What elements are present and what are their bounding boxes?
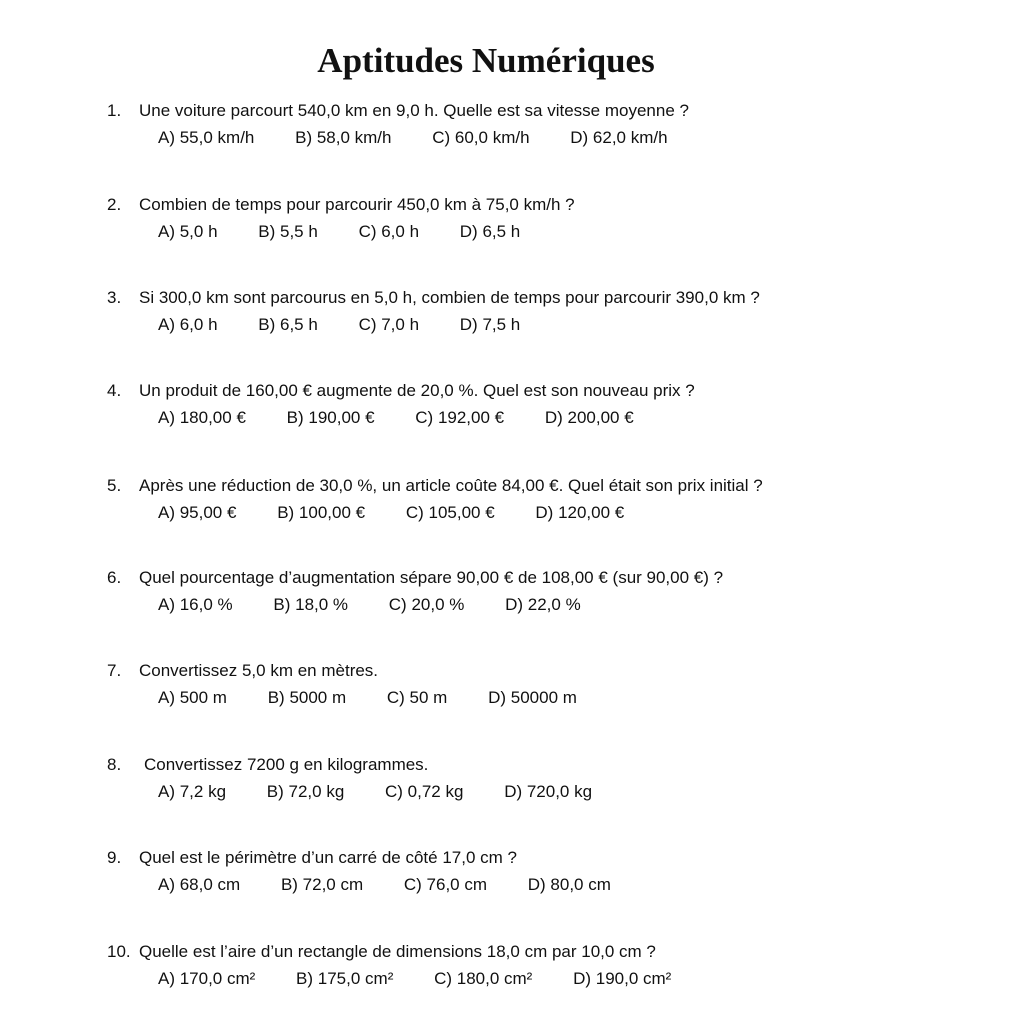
- answer-options: [158, 405, 1000, 431]
- option-a: A) 55,0 km/h: [158, 128, 255, 147]
- question-number: 10.: [107, 942, 131, 961]
- option-d: D) 80,0 cm: [527, 875, 611, 894]
- option-c: C) 76,0 cm: [403, 875, 488, 894]
- question-number: 1.: [107, 101, 122, 120]
- question-number: 3.: [107, 288, 122, 307]
- option-d: D) 190,0 cm²: [573, 969, 672, 988]
- option-c: C) 60,0 km/h: [432, 128, 530, 147]
- option-c: C) 0,72 kg: [385, 782, 464, 801]
- option-c: C) 6,0 h: [358, 222, 420, 241]
- option-c: C) 7,0 h: [358, 315, 420, 334]
- option-a: A) 7,2 kg: [158, 782, 227, 801]
- option-c: C) 20,0 %: [388, 595, 465, 614]
- question-text: Une voiture parcourt 540,0 km en 9,0 h. Quelle est sa vitesse moyenne ?: [139, 101, 689, 120]
- option-b: B) 6,5 h: [258, 315, 318, 334]
- question-4: [0, 377, 1000, 431]
- question-3: [0, 284, 1000, 338]
- answer-options: [158, 966, 1000, 992]
- option-a: A) 6,0 h: [158, 315, 218, 334]
- option-a: A) 5,0 h: [158, 222, 218, 241]
- question-7: [0, 657, 1000, 711]
- question-number: 6.: [107, 568, 122, 587]
- answer-options: [158, 125, 1000, 151]
- option-c: C) 50 m: [386, 688, 448, 707]
- option-b: B) 58,0 km/h: [295, 128, 392, 147]
- option-c: C) 180,0 cm²: [434, 969, 533, 988]
- question-text: Quelle est l’aire d’un rectangle de dimensions 18,0 cm par 10,0 cm ?: [139, 942, 656, 961]
- option-d: D) 7,5 h: [459, 315, 521, 334]
- option-b: B) 5,5 h: [258, 222, 318, 241]
- option-a: A) 95,00 €: [158, 503, 237, 522]
- question-number: 9.: [107, 848, 122, 867]
- option-b: B) 18,0 %: [273, 595, 349, 614]
- question-text: Combien de temps pour parcourir 450,0 km à 75,0 km/h ?: [139, 195, 575, 214]
- option-a: A) 170,0 cm²: [158, 969, 256, 988]
- option-c: C) 192,00 €: [415, 408, 505, 427]
- question-10: [0, 938, 1000, 992]
- question-text: Après une réduction de 30,0 %, un article coûte 84,00 €. Quel était son prix initial ?: [139, 476, 763, 495]
- page-title: Aptitudes Numériques: [317, 41, 655, 80]
- question-2: [0, 191, 1000, 245]
- option-d: D) 50000 m: [488, 688, 577, 707]
- question-text: Convertissez 5,0 km en mètres.: [139, 661, 379, 680]
- option-b: B) 72,0 cm: [280, 875, 364, 894]
- option-b: B) 5000 m: [267, 688, 347, 707]
- option-d: D) 200,00 €: [544, 408, 634, 427]
- option-a: A) 68,0 cm: [158, 875, 241, 894]
- question-number: 4.: [107, 381, 122, 400]
- question-text: Quel pourcentage d’augmentation sépare 90,00 € de 108,00 € (sur 90,00 €) ?: [139, 568, 724, 587]
- option-d: D) 22,0 %: [505, 595, 581, 614]
- question-5: [0, 472, 1000, 526]
- option-c: C) 105,00 €: [405, 503, 495, 522]
- option-d: D) 6,5 h: [459, 222, 521, 241]
- question-text: Convertissez 7200 g en kilogrammes.: [144, 755, 429, 774]
- answer-options: [158, 500, 1000, 526]
- answer-options: [158, 219, 1000, 245]
- option-b: B) 72,0 kg: [266, 782, 345, 801]
- answer-options: [158, 312, 1000, 338]
- question-text: Si 300,0 km sont parcourus en 5,0 h, combien de temps pour parcourir 390,0 km ?: [139, 288, 760, 307]
- question-6: [0, 564, 1000, 618]
- question-8: [0, 751, 1000, 805]
- answer-options: [158, 872, 1000, 898]
- option-a: A) 16,0 %: [158, 595, 233, 614]
- option-d: D) 120,00 €: [535, 503, 625, 522]
- question-1: [0, 97, 1000, 151]
- option-d: D) 62,0 km/h: [570, 128, 668, 147]
- option-a: A) 180,00 €: [158, 408, 246, 427]
- answer-options: [158, 685, 1000, 711]
- question-number: 7.: [107, 661, 122, 680]
- question-text: Quel est le périmètre d’un carré de côté 17,0 cm ?: [139, 848, 517, 867]
- question-9: [0, 844, 1000, 898]
- question-number: 2.: [107, 195, 122, 214]
- option-d: D) 720,0 kg: [504, 782, 593, 801]
- answer-options: [158, 779, 1000, 805]
- question-text: Un produit de 160,00 € augmente de 20,0 %. Quel est son nouveau prix ?: [139, 381, 695, 400]
- option-a: A) 500 m: [158, 688, 227, 707]
- option-b: B) 100,00 €: [277, 503, 366, 522]
- answer-options: [158, 592, 1000, 618]
- question-number: 8.: [107, 755, 122, 774]
- option-b: B) 190,00 €: [286, 408, 375, 427]
- option-b: B) 175,0 cm²: [296, 969, 394, 988]
- question-number: 5.: [107, 476, 122, 495]
